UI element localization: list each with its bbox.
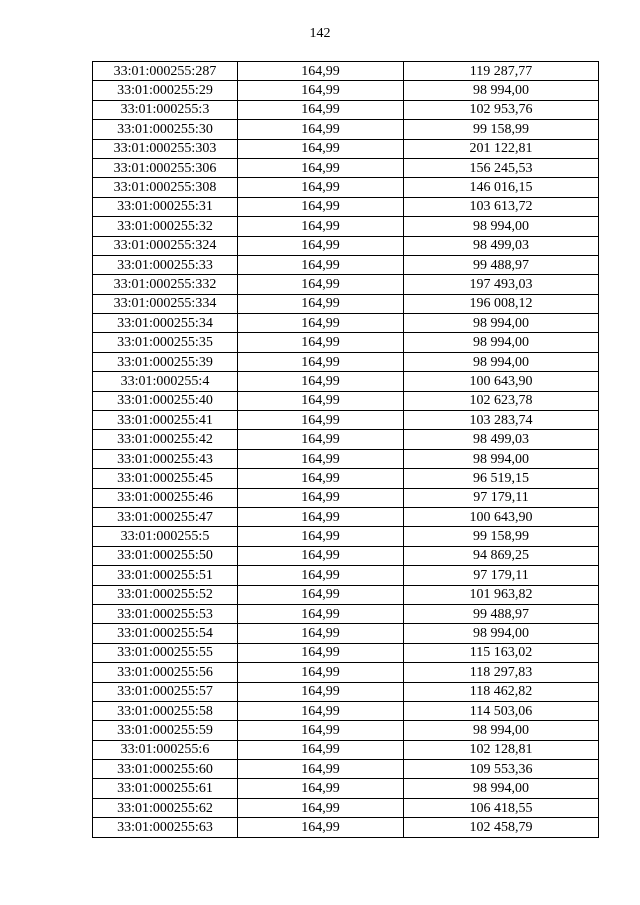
cadastral-number-cell: 33:01:000255:40 [93, 391, 238, 410]
cadastral-number-cell: 33:01:000255:287 [93, 62, 238, 81]
table-row [93, 488, 599, 507]
cadastral-number-cell: 33:01:000255:57 [93, 682, 238, 701]
table-row [93, 139, 599, 158]
table-row [93, 779, 599, 798]
table-row [93, 643, 599, 662]
value-cell: 102 128,81 [404, 740, 599, 759]
cadastral-number-cell: 33:01:000255:61 [93, 779, 238, 798]
rate-cell: 164,99 [238, 158, 404, 177]
table-row [93, 566, 599, 585]
rate-cell: 164,99 [238, 294, 404, 313]
table-row [93, 585, 599, 604]
value-cell: 100 643,90 [404, 507, 599, 526]
table-row [93, 62, 599, 81]
value-cell: 94 869,25 [404, 546, 599, 565]
cadastral-number-cell: 33:01:000255:31 [93, 197, 238, 216]
rate-cell: 164,99 [238, 333, 404, 352]
cadastral-number-cell: 33:01:000255:43 [93, 449, 238, 468]
table-row [93, 236, 599, 255]
rate-cell: 164,99 [238, 740, 404, 759]
table-row [93, 391, 599, 410]
rate-cell: 164,99 [238, 585, 404, 604]
rate-cell: 164,99 [238, 411, 404, 430]
value-cell: 114 503,06 [404, 701, 599, 720]
rate-cell: 164,99 [238, 255, 404, 274]
rate-cell: 164,99 [238, 372, 404, 391]
value-cell: 102 458,79 [404, 818, 599, 837]
rate-cell: 164,99 [238, 391, 404, 410]
table-row [93, 100, 599, 119]
value-cell: 118 462,82 [404, 682, 599, 701]
cadastral-number-cell: 33:01:000255:29 [93, 81, 238, 100]
value-cell: 102 953,76 [404, 100, 599, 119]
cadastral-number-cell: 33:01:000255:32 [93, 217, 238, 236]
rate-cell: 164,99 [238, 120, 404, 139]
cadastral-number-cell: 33:01:000255:51 [93, 566, 238, 585]
cadastral-number-cell: 33:01:000255:303 [93, 139, 238, 158]
cadastral-number-cell: 33:01:000255:52 [93, 585, 238, 604]
value-cell: 115 163,02 [404, 643, 599, 662]
rate-cell: 164,99 [238, 469, 404, 488]
rate-cell: 164,99 [238, 352, 404, 371]
cadastral-number-cell: 33:01:000255:35 [93, 333, 238, 352]
cadastral-number-cell: 33:01:000255:334 [93, 294, 238, 313]
value-cell: 98 994,00 [404, 449, 599, 468]
cadastral-number-cell: 33:01:000255:306 [93, 158, 238, 177]
table-row [93, 507, 599, 526]
value-cell: 119 287,77 [404, 62, 599, 81]
value-cell: 97 179,11 [404, 488, 599, 507]
table-row [93, 372, 599, 391]
cadastral-number-cell: 33:01:000255:55 [93, 643, 238, 662]
rate-cell: 164,99 [238, 663, 404, 682]
value-cell: 96 519,15 [404, 469, 599, 488]
cadastral-number-cell: 33:01:000255:33 [93, 255, 238, 274]
rate-cell: 164,99 [238, 139, 404, 158]
rate-cell: 164,99 [238, 236, 404, 255]
table-row [93, 158, 599, 177]
table-row [93, 333, 599, 352]
table-row [93, 352, 599, 371]
table-row [93, 120, 599, 139]
rate-cell: 164,99 [238, 81, 404, 100]
cadastral-number-cell: 33:01:000255:34 [93, 314, 238, 333]
cadastral-number-cell: 33:01:000255:45 [93, 469, 238, 488]
value-cell: 103 283,74 [404, 411, 599, 430]
table-row [93, 81, 599, 100]
cadastral-number-cell: 33:01:000255:50 [93, 546, 238, 565]
table-row [93, 740, 599, 759]
table-row [93, 178, 599, 197]
table-row [93, 798, 599, 817]
cadastral-number-cell: 33:01:000255:53 [93, 604, 238, 623]
value-cell: 98 499,03 [404, 430, 599, 449]
table-row [93, 721, 599, 740]
value-cell: 98 994,00 [404, 81, 599, 100]
rate-cell: 164,99 [238, 449, 404, 468]
table-body [93, 62, 599, 838]
table-row [93, 430, 599, 449]
table-row [93, 411, 599, 430]
value-cell: 196 008,12 [404, 294, 599, 313]
value-cell: 99 488,97 [404, 255, 599, 274]
cadastral-number-cell: 33:01:000255:47 [93, 507, 238, 526]
cadastral-number-cell: 33:01:000255:60 [93, 760, 238, 779]
rate-cell: 164,99 [238, 566, 404, 585]
table-row [93, 682, 599, 701]
rate-cell: 164,99 [238, 682, 404, 701]
value-cell: 118 297,83 [404, 663, 599, 682]
rate-cell: 164,99 [238, 314, 404, 333]
rate-cell: 164,99 [238, 624, 404, 643]
table-row [93, 624, 599, 643]
table-row [93, 197, 599, 216]
table-row [93, 604, 599, 623]
value-cell: 197 493,03 [404, 275, 599, 294]
value-cell: 100 643,90 [404, 372, 599, 391]
value-cell: 98 994,00 [404, 721, 599, 740]
cadastral-number-cell: 33:01:000255:56 [93, 663, 238, 682]
cadastral-number-cell: 33:01:000255:42 [93, 430, 238, 449]
value-cell: 99 158,99 [404, 527, 599, 546]
value-cell: 99 488,97 [404, 604, 599, 623]
table-row [93, 314, 599, 333]
value-cell: 98 994,00 [404, 352, 599, 371]
cadastral-number-cell: 33:01:000255:324 [93, 236, 238, 255]
table-row [93, 275, 599, 294]
cadastral-number-cell: 33:01:000255:41 [93, 411, 238, 430]
cadastral-number-cell: 33:01:000255:4 [93, 372, 238, 391]
table-row [93, 294, 599, 313]
rate-cell: 164,99 [238, 275, 404, 294]
value-cell: 103 613,72 [404, 197, 599, 216]
cadastral-number-cell: 33:01:000255:5 [93, 527, 238, 546]
rate-cell: 164,99 [238, 100, 404, 119]
table-row [93, 663, 599, 682]
table-row [93, 469, 599, 488]
value-cell: 106 418,55 [404, 798, 599, 817]
cadastral-number-cell: 33:01:000255:58 [93, 701, 238, 720]
table-row [93, 760, 599, 779]
rate-cell: 164,99 [238, 527, 404, 546]
table-row [93, 217, 599, 236]
value-cell: 99 158,99 [404, 120, 599, 139]
cadastral-number-cell: 33:01:000255:39 [93, 352, 238, 371]
table-row [93, 701, 599, 720]
value-cell: 156 245,53 [404, 158, 599, 177]
table-row [93, 527, 599, 546]
page-number: 142 [309, 26, 331, 41]
rate-cell: 164,99 [238, 488, 404, 507]
table-row [93, 818, 599, 837]
cadastral-number-cell: 33:01:000255:308 [93, 178, 238, 197]
cadastral-number-cell: 33:01:000255:54 [93, 624, 238, 643]
rate-cell: 164,99 [238, 798, 404, 817]
cadastral-number-cell: 33:01:000255:6 [93, 740, 238, 759]
cadastral-number-cell: 33:01:000255:46 [93, 488, 238, 507]
value-cell: 98 994,00 [404, 217, 599, 236]
rate-cell: 164,99 [238, 701, 404, 720]
rate-cell: 164,99 [238, 178, 404, 197]
table-row [93, 546, 599, 565]
rate-cell: 164,99 [238, 721, 404, 740]
value-cell: 97 179,11 [404, 566, 599, 585]
value-cell: 101 963,82 [404, 585, 599, 604]
value-cell: 98 994,00 [404, 314, 599, 333]
cadastral-value-table [92, 61, 599, 838]
value-cell: 109 553,36 [404, 760, 599, 779]
value-cell: 98 499,03 [404, 236, 599, 255]
rate-cell: 164,99 [238, 217, 404, 236]
rate-cell: 164,99 [238, 507, 404, 526]
value-cell: 98 994,00 [404, 779, 599, 798]
cadastral-number-cell: 33:01:000255:332 [93, 275, 238, 294]
rate-cell: 164,99 [238, 760, 404, 779]
rate-cell: 164,99 [238, 604, 404, 623]
value-cell: 146 016,15 [404, 178, 599, 197]
rate-cell: 164,99 [238, 430, 404, 449]
rate-cell: 164,99 [238, 779, 404, 798]
cadastral-number-cell: 33:01:000255:30 [93, 120, 238, 139]
rate-cell: 164,99 [238, 546, 404, 565]
cadastral-number-cell: 33:01:000255:62 [93, 798, 238, 817]
rate-cell: 164,99 [238, 197, 404, 216]
cadastral-number-cell: 33:01:000255:63 [93, 818, 238, 837]
value-cell: 102 623,78 [404, 391, 599, 410]
rate-cell: 164,99 [238, 62, 404, 81]
value-cell: 201 122,81 [404, 139, 599, 158]
rate-cell: 164,99 [238, 643, 404, 662]
value-cell: 98 994,00 [404, 333, 599, 352]
value-cell: 98 994,00 [404, 624, 599, 643]
table-row [93, 449, 599, 468]
table-row [93, 255, 599, 274]
cadastral-number-cell: 33:01:000255:3 [93, 100, 238, 119]
rate-cell: 164,99 [238, 818, 404, 837]
cadastral-number-cell: 33:01:000255:59 [93, 721, 238, 740]
